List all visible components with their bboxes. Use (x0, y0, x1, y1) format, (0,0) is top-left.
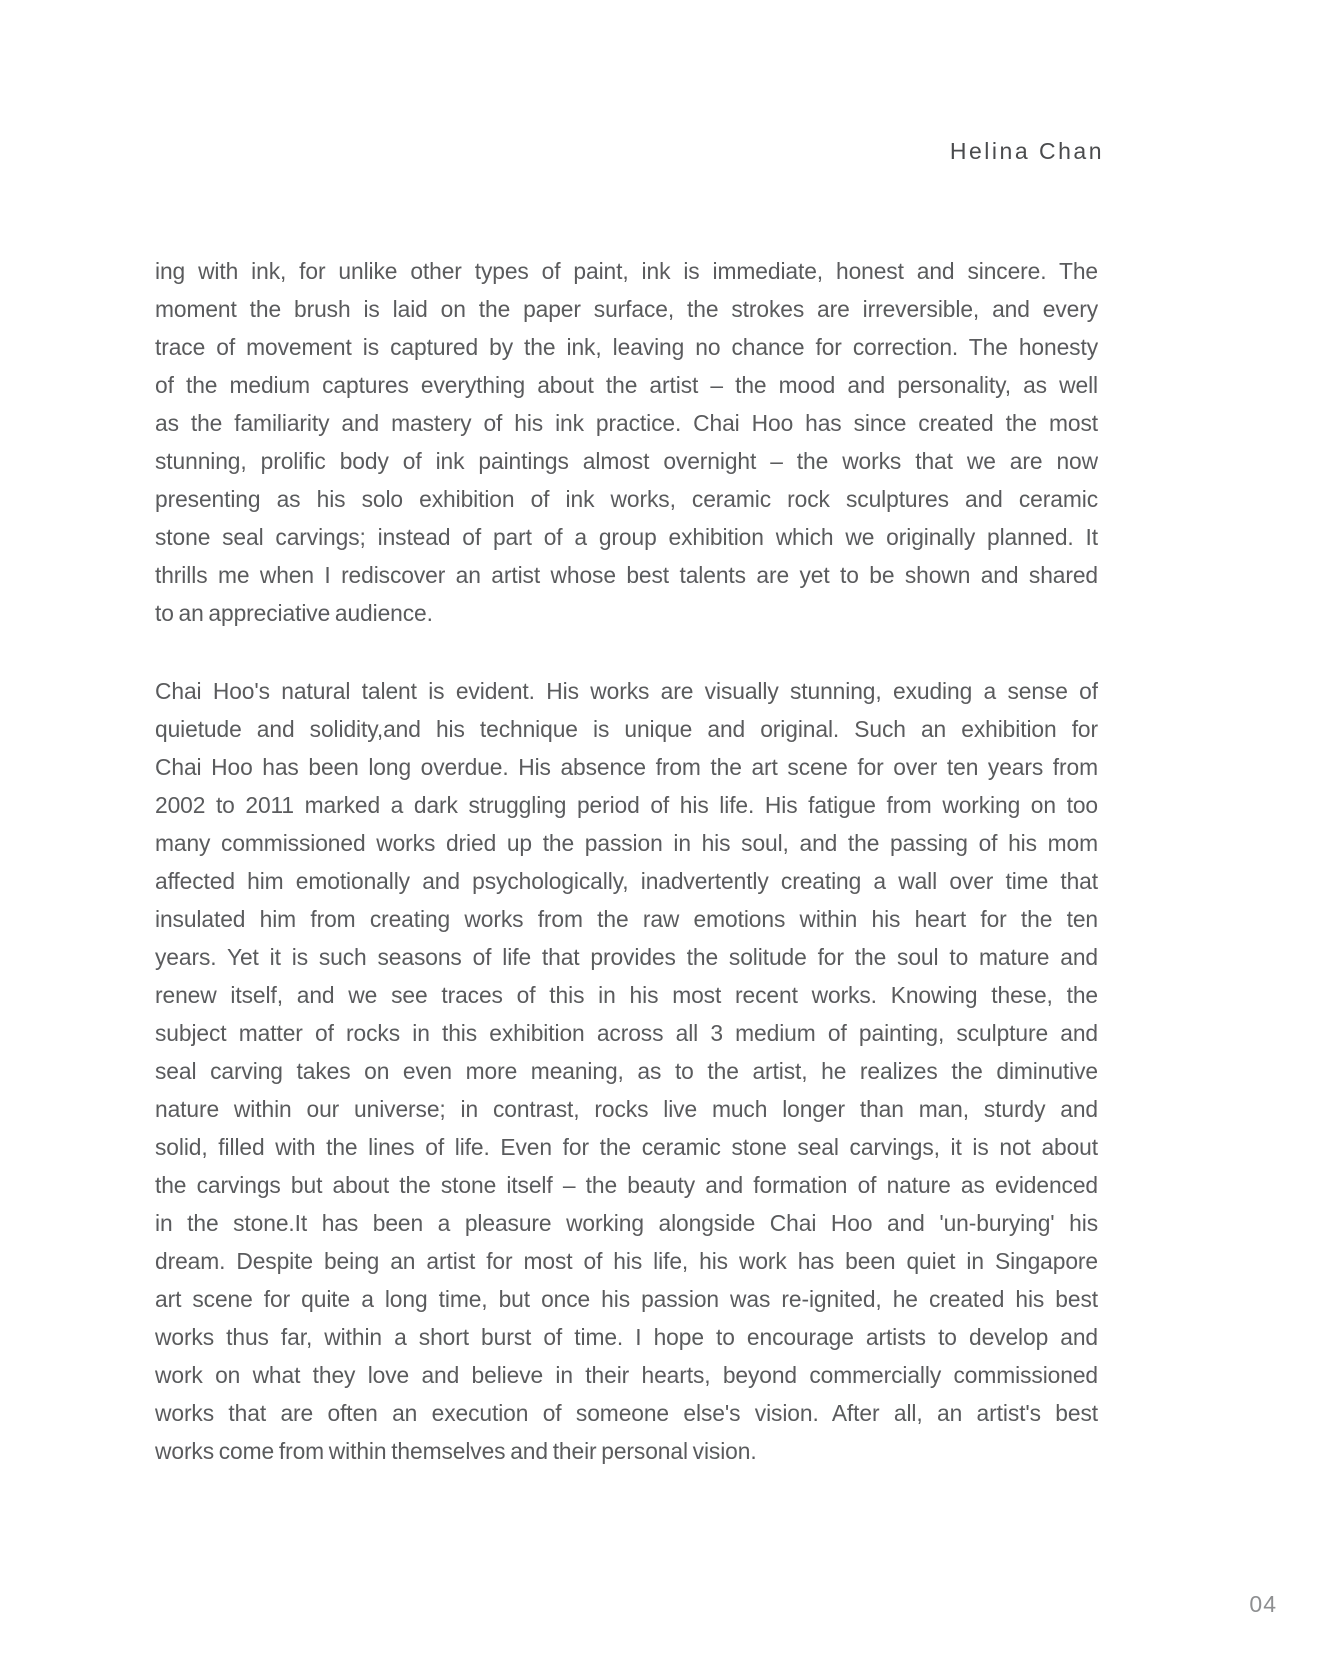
paragraph (155, 252, 1098, 632)
text-line: to an appreciative audience. (155, 600, 433, 626)
text-line: ing with ink, for unlike other types of paint, ink is immediate, honest and sincere. The (155, 258, 1098, 284)
text-line: moment the brush is laid on the paper surface, the strokes are irreversible, and every (155, 296, 1098, 322)
text-line: presenting as his solo exhibition of ink works, ceramic rock sculptures and ceramic (155, 486, 1098, 512)
text-line: 2002 to 2011 marked a dark struggling period of his life. His fatigue from working on too (155, 792, 1098, 818)
text-line: renew itself, and we see traces of this in his most recent works. Knowing these, the (155, 982, 1098, 1008)
text-line: in the stone.It has been a pleasure working alongside Chai Hoo and 'un-burying' his (155, 1210, 1098, 1236)
text-line: thrills me when I rediscover an artist whose best talents are yet to be shown and shared (155, 562, 1098, 588)
text-line: subject matter of rocks in this exhibition across all 3 medium of painting, sculpture and (155, 1020, 1098, 1046)
text-line: as the familiarity and mastery of his ink practice. Chai Hoo has since created the most (155, 410, 1098, 436)
text-line: the carvings but about the stone itself – the beauty and formation of nature as evidenced (155, 1172, 1098, 1198)
paragraph (155, 672, 1098, 1470)
text-line: many commissioned works dried up the passion in his soul, and the passing of his mom (155, 830, 1098, 856)
text-line: of the medium captures everything about the artist – the mood and personality, as well (155, 372, 1098, 398)
text-line: nature within our universe; in contrast, rocks live much longer than man, sturdy and (155, 1096, 1098, 1122)
text-line: insulated him from creating works from the raw emotions within his heart for the ten (155, 906, 1098, 932)
text-line: works that are often an execution of someone else's vision. After all, an artist's best (155, 1400, 1098, 1426)
page-number: 04 (1249, 1591, 1277, 1617)
text-line: stone seal carvings; instead of part of a group exhibition which we originally planned. It (155, 524, 1098, 550)
text-line: seal carving takes on even more meaning, as to the artist, he realizes the diminutive (155, 1058, 1098, 1084)
text-line: Chai Hoo's natural talent is evident. His works are visually stunning, exuding a sense of (155, 678, 1098, 704)
article-body (155, 252, 1098, 1470)
text-line: art scene for quite a long time, but once his passion was re-ignited, he created his best (155, 1286, 1098, 1312)
text-line: stunning, prolific body of ink paintings almost overnight – the works that we are now (155, 448, 1098, 474)
text-line: years. Yet it is such seasons of life that provides the solitude for the soul to mature and (155, 944, 1098, 970)
text-line: work on what they love and believe in their hearts, beyond commercially commissioned (155, 1362, 1098, 1388)
text-line: dream. Despite being an artist for most of his life, his work has been quiet in Singapore (155, 1248, 1098, 1274)
text-line: solid, filled with the lines of life. Even for the ceramic stone seal carvings, it is not about (155, 1134, 1098, 1160)
text-line: Chai Hoo has been long overdue. His absence from the art scene for over ten years from (155, 754, 1098, 780)
text-line: affected him emotionally and psychologically, inadvertently creating a wall over time that (155, 868, 1098, 894)
text-line: quietude and solidity,and his technique is unique and original. Such an exhibition for (155, 716, 1098, 742)
text-line: works thus far, within a short burst of time. I hope to encourage artists to develop and (155, 1324, 1098, 1350)
text-line: works come from within themselves and their personal vision. (155, 1438, 757, 1464)
author-header: Helina Chan (949, 138, 1104, 164)
text-line: trace of movement is captured by the ink, leaving no chance for correction. The honesty (155, 334, 1098, 360)
